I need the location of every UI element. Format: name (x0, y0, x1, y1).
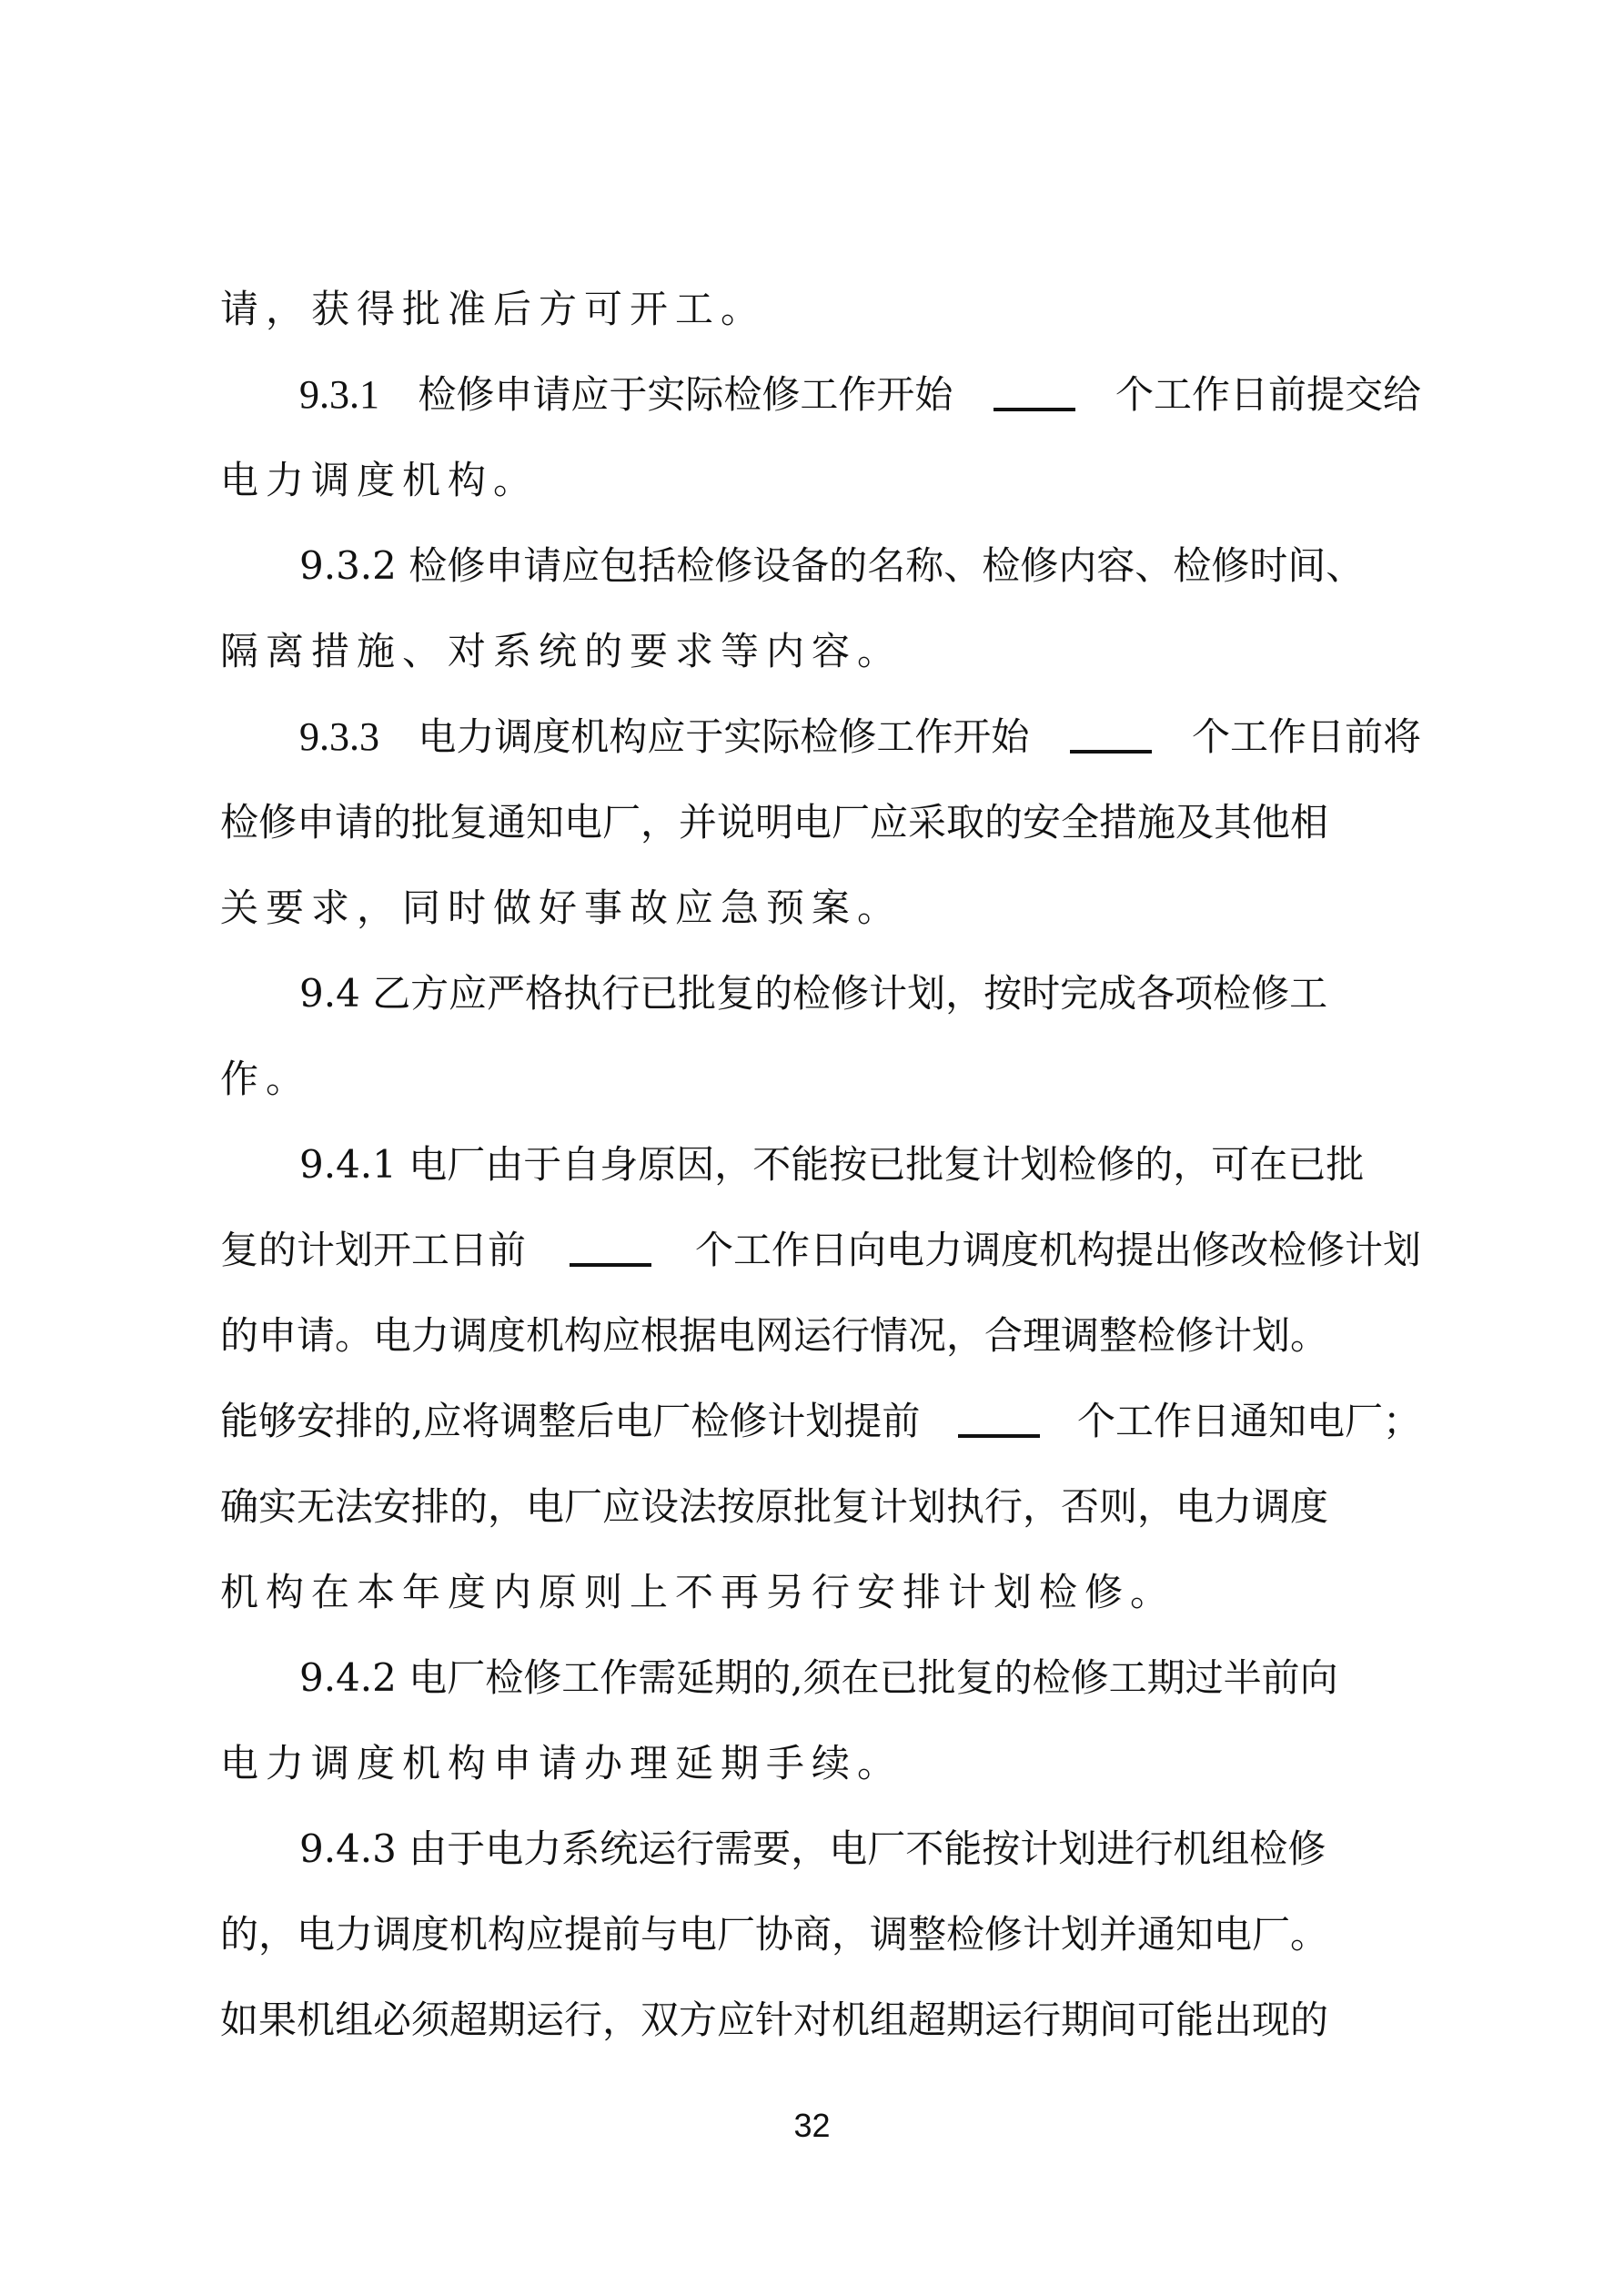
clause-text-before: 检修申请应于实际检修工作开始 (418, 372, 953, 417)
text-line (220, 282, 1421, 337)
line-text: 9.3.2 检修申请应包括检修设备的名称、检修内容、检修时间、 (299, 543, 1365, 588)
line-text: 9.4.3 由于电力系统运行需要，电厂不能按计划进行机组检修 (299, 1826, 1326, 1871)
line-text: 作。 (220, 1057, 312, 1101)
text-before-blank: 复的计划开工日前 (220, 1228, 527, 1272)
text-line (220, 1907, 1421, 1962)
line-text: 如果机组必须超期运行，双方应针对机组超期运行期间可能出现的 (220, 1998, 1329, 2042)
text-line (220, 1565, 1421, 1620)
line-text: 的，电力调度机构应提前与电厂协商，调整检修计划并通知电厂。 (220, 1912, 1329, 1957)
fill-in-blank (994, 371, 1075, 411)
clause-number: 9.3.1 (299, 372, 379, 417)
text-before-blank: 能够安排的,应将调整后电厂检修计划提前 (220, 1399, 921, 1443)
clause-9-4-3 (299, 1822, 1421, 1876)
line-text: 电力调度机构申请办理延期手续。 (220, 1741, 903, 1785)
clause-9-4-1 (299, 1138, 1421, 1192)
line-text: 电力调度机构。 (220, 458, 540, 502)
fill-in-blank (570, 1227, 651, 1267)
text-line (220, 1394, 1421, 1449)
text-line (220, 1993, 1421, 2048)
line-text: 机构在本年度内原则上不再另行安排计划检修。 (220, 1570, 1176, 1614)
text-line (220, 1052, 1421, 1107)
line-text: 隔离措施、对系统的要求等内容。 (220, 629, 903, 673)
clause-text-after: 个工作日前提交给 (1115, 372, 1421, 417)
clause-9-3-2 (299, 539, 1421, 593)
clause-number: 9.3.3 (299, 714, 379, 759)
clause-9-4-2 (299, 1651, 1421, 1705)
clause-text-before: 电力调度机构应于实际检修工作开始 (418, 714, 1030, 759)
text-line (220, 881, 1421, 936)
clause-9-3-3 (299, 710, 1421, 764)
text-line (220, 453, 1421, 508)
line-text: 请，获得批准后方可开工。 (220, 287, 767, 331)
line-text: 9.4 乙方应严格执行已批复的检修计划，按时完成各项检修工 (299, 971, 1328, 1016)
text-line (220, 1736, 1421, 1791)
text-line (220, 1223, 1421, 1278)
line-text: 检修申请的批复通知电厂，并说明电厂应采取的安全措施及其他相 (220, 800, 1329, 845)
text-after-blank: 个工作日向电力调度机构提出修改检修计划 (694, 1228, 1421, 1272)
line-text: 确实无法安排的，电厂应设法按原批复计划执行，否则，电力调度 (220, 1484, 1329, 1529)
clause-text-after: 个工作日前将 (1191, 714, 1421, 759)
text-line (220, 1309, 1421, 1363)
page-number: 32 (793, 2107, 831, 2144)
line-text: 关要求，同时做好事故应急预案。 (220, 885, 903, 930)
text-line (220, 795, 1421, 850)
text-line (220, 624, 1421, 679)
line-text: 9.4.2 电厂检修工作需延期的,须在已批复的检修工期过半前向 (299, 1655, 1338, 1700)
line-text: 9.4.1 电厂由于自身原因，不能按已批复计划检修的，可在已批 (299, 1142, 1365, 1187)
line-text: 的申请。电力调度机构应根据电网运行情况，合理调整检修计划。 (220, 1313, 1329, 1358)
text-line (220, 1480, 1421, 1534)
text-after-blank: 个工作日通知电厂； (1076, 1399, 1421, 1443)
fill-in-blank (958, 1398, 1040, 1438)
fill-in-blank (1070, 713, 1152, 754)
clause-9-3-1 (299, 368, 1421, 422)
clause-9-4 (299, 966, 1421, 1021)
